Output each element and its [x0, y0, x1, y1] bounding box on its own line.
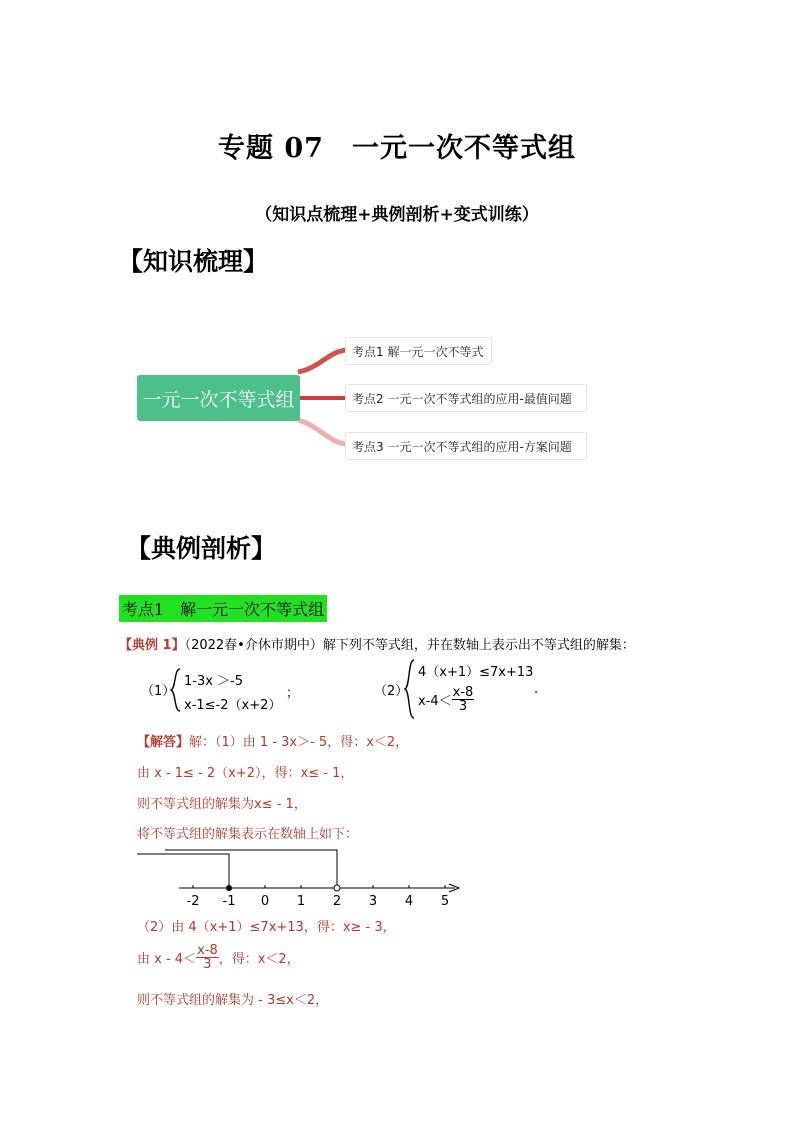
answer-line-3 — [137, 793, 307, 812]
answer-line-2-result: x≤ - 1， — [300, 766, 354, 781]
mindmap-node-3: 考点3 一元一次不等式组的应用-方案问题 — [345, 432, 587, 460]
system-2-brace — [404, 659, 416, 719]
answer-line-6 — [137, 944, 300, 971]
system-2-line2 — [418, 686, 474, 713]
system-1-tail: ； — [286, 686, 300, 701]
answer-line-5 — [137, 916, 396, 935]
answer-line-5-text: （2）由 4（x+1）≤7x+13，得： — [137, 920, 343, 935]
number-line — [137, 848, 467, 913]
answer-line-3-result: x≤ - 1， — [254, 797, 307, 812]
number-line-bracket-right — [165, 850, 337, 885]
system-1-line1: 1-3x ＞-5 — [184, 674, 244, 689]
system-2-line1: 4（x+1）≤7x+13 — [418, 665, 534, 680]
number-line-tick-label: 5 — [440, 894, 450, 909]
answer-line-4: 将不等式组的解集表示在数轴上如下： — [137, 827, 359, 842]
open-point-marker — [334, 885, 340, 891]
system-1-brace — [170, 668, 182, 712]
answer-line-6-fraction-den: 3 — [203, 957, 212, 972]
page-subtitle: （知识点梳理+典例剖析+变式训练） — [255, 205, 539, 225]
number-line-tick-label: 0 — [260, 894, 270, 909]
answer-line-1-result: x＜2， — [366, 735, 409, 750]
answer-line-7: 则不等式组的解集为 - 3≤x＜2， — [137, 993, 329, 1008]
answer-tag: 【解答】 — [137, 735, 190, 750]
answer-line-3-text: 则不等式组的解集为 — [137, 797, 255, 812]
example-source: （2022春•介休市期中） — [184, 638, 323, 653]
answer-line-6-fraction-num: x-8 — [197, 943, 218, 958]
closed-point-marker — [226, 885, 232, 891]
system-2-label: （2） — [374, 684, 409, 699]
answer-line-6-result: x＜2， — [257, 952, 300, 967]
number-line-tick-label: 2 — [332, 894, 342, 909]
answer-line-6-mid: ，得： — [218, 952, 258, 967]
system-2-tail: . — [534, 682, 539, 697]
section-examples-heading: 【典例剖析】 — [126, 534, 277, 563]
page-title: 专题 07 一元一次不等式组 — [218, 133, 576, 164]
system-2-line2-pre: x-4＜ — [418, 694, 452, 709]
number-line-tick-label: 4 — [404, 894, 414, 909]
example-tag: 【典例 1】 — [119, 638, 185, 653]
kaodian-label: 考点1 解一元一次不等式组 — [119, 595, 327, 622]
system-1-line2: x-1≤-2（x+2） — [184, 698, 282, 713]
system-2-fraction — [452, 686, 475, 713]
answer-line-6-text: 由 x - 4＜ — [137, 952, 197, 967]
answer-line-1-text: 解：（1）由 1 - 3x＞- 5，得： — [189, 735, 367, 750]
system-2-fraction-den: 3 — [458, 699, 468, 714]
number-line-tick-label: 1 — [296, 894, 306, 909]
system-2-fraction-num: x-8 — [452, 685, 474, 700]
mindmap-node-1: 考点1 解一元一次不等式 — [345, 337, 492, 365]
system-1-label: （1） — [141, 684, 176, 699]
mindmap-center-node: 一元一次不等式组 — [137, 375, 300, 421]
example-question-text: 解下列不等式组，并在数轴上表示出不等式组的解集： — [322, 638, 635, 653]
answer-line-1 — [137, 731, 408, 750]
number-line-tick-label: -1 — [222, 894, 236, 909]
example-question — [119, 634, 635, 653]
section-knowledge-heading: 【知识梳理】 — [118, 247, 269, 276]
number-line-tick-label: 3 — [368, 894, 378, 909]
answer-line-6-fraction — [196, 944, 219, 971]
answer-line-5-result: x≥ - 3， — [342, 920, 396, 935]
number-line-bracket-left — [137, 854, 229, 888]
answer-line-2-text: 由 x - 1≤ - 2（x+2），得： — [137, 766, 301, 781]
mindmap-node-2: 考点2 一元一次不等式组的应用-最值问题 — [345, 384, 587, 412]
answer-line-2 — [137, 762, 353, 781]
number-line-tick-label: -2 — [186, 894, 200, 909]
